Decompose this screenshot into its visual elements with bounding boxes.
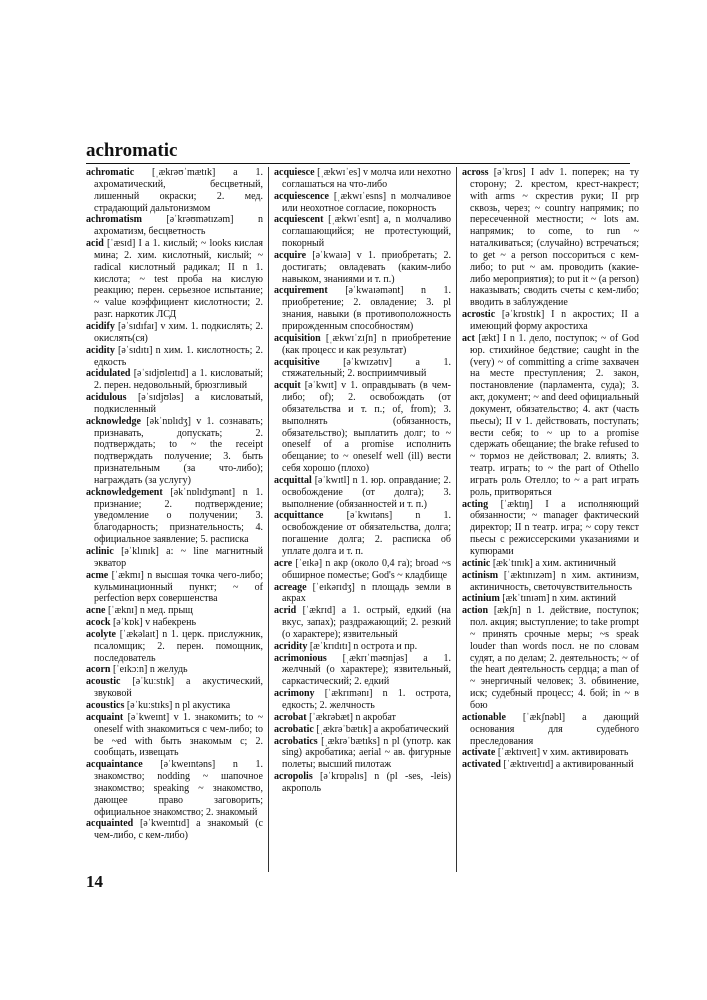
headword: across [462,167,489,178]
dictionary-entry [274,333,451,357]
definition: [ækˈtɪnɪəm] n хим. актиний [499,593,617,605]
definition: [əˈkweɪntəns] n 1. знакомство; nodding ~ шапочное знакомство; speaking ~ знакомство, дающее право заговорить; официальное знакомство; 2. знакомый [94,759,263,818]
headword: acquaintance [86,759,143,771]
headword: acrobatic [274,723,314,735]
dictionary-entry [86,617,263,629]
headword: acquiescence [274,190,329,202]
definition: [əˈkrɒpəlɪs] n (pl -ses, -leis) акрополь [282,771,451,794]
headword: acquaint [86,711,124,723]
dictionary-entry [462,605,639,712]
headword: acquiescent [274,214,324,226]
column-1 [86,167,263,872]
headword: act [462,332,475,344]
headword: acquisition [274,332,321,344]
headword: acknowledge [86,415,141,427]
dictionary-entry [86,214,263,238]
definition: [ˌækwɪˈzɪʃn] n приобретение (как процесс и как результат) [282,332,451,356]
dictionary-entry [462,570,639,594]
page-number: 14 [86,872,103,891]
definition: [əˈkrəʊmətɪzəm] n ахроматизм, бесцветность [94,214,263,238]
definition: [əˈklɪnɪk] a: ~ line магнитный экватор [94,546,263,569]
running-head: achromatic [86,140,178,161]
dictionary-entry [86,416,263,487]
dictionary-entry [274,653,451,689]
dictionary-entry [86,368,263,392]
definition: [ˌækwɪˈesnt] a, n молчаливо соглашающийся; не протестующий, покорный [282,214,451,250]
dictionary-entry [86,759,263,818]
headword: activate [462,747,496,759]
definition: [əkˈnɒlɪdʒmənt] n 1. признание; 2. подтверждение; уведомление о получении; 3. благодарность; признательность; 4. официальное заявление; 5. расписка [94,486,263,546]
headword: acrobat [274,711,307,723]
dictionary-entry [86,345,263,369]
headword: acting [462,498,489,510]
column-divider [456,167,457,872]
definition: [əˈkuːstɪk] a акустический, звуковой [94,676,263,700]
definition: [ˈækrɪd] a 1. острый, едкий (на вкус, запах); раздражающий; 2. резкий (о характере); язвительный [282,605,451,640]
dictionary-entry [274,510,451,557]
definition: [ˈæktɪnɪzəm] n хим. актинизм, актиничность, светочувствительность [470,569,639,593]
dictionary-entry [274,712,451,724]
headword: action [462,605,489,617]
headword: acrostic [462,309,496,321]
headword: acropolis [274,771,313,783]
headword: acock [86,617,111,629]
definition: [əˈsɪdɪtɪ] n хим. 1. кислотность; 2. едкость [94,344,263,368]
headword: aclinic [86,546,114,557]
headword: acquit [274,380,301,392]
definition: [əˈkwɪt] v 1. оправдывать (в чем-либо; of); 2. освобождать (от обязательства и т. п.; of, from); 3. выполнять (обязанность, обязательство); выплатить долг; to ~ oneself of a promise исполнить обещание; to ~ oneself well (ill) вести себя хорошо (плохо) [282,380,451,475]
dictionary-entry [86,392,263,416]
headword: achromatism [86,214,142,226]
definition: [ˈækrəbæt] n акробат [306,711,396,723]
definition: [ˈæktɪveɪt] v хим. активировать [495,747,629,759]
headword: acne [86,605,106,617]
dictionary-entry [462,712,639,748]
definition: [ˈeɪkɔːn] n желудь [110,664,188,676]
headword: acoustic [86,676,121,688]
definition: [ˈeɪkə] n акр (около 0,4 га); broad ~s обширное поместье; God's ~ кладбище [282,557,451,581]
dictionary-entry [274,724,451,736]
definition: [æˈkrɪdɪtɪ] n острота и пр. [307,640,418,652]
dictionary-entry [274,688,451,712]
dictionary-entry [274,582,451,606]
headword: actinism [462,569,499,581]
headword: activated [462,759,501,771]
definition: [ˈæsɪd] I a 1. кислый; ~ looks кислая мина; 2. хим. кислотный, кислый; ~ radical кислотный радикал; II n 1. кислота; ~ test проба на кислую реакцию; перен. серьезное испытание; ~ value коэффициент кислотности; 2. разг. наркотик ЛСД [94,238,263,321]
headword: acid [86,238,104,250]
dictionary-entry [86,546,263,570]
dictionary-entry [86,676,263,700]
dictionary-entry [274,736,451,772]
definition: [ækˈtɪnɪk] a хим. актиничный [490,557,616,569]
definition: [ˈækrɪmənɪ] n 1. острота, едкость; 2. желчность [282,688,451,711]
definition: [ˌækrɪˈməʊnjəs] a 1. желчный (о характере); язвительный, саркастический; 2. едкий [282,652,451,688]
headword: actinic [462,557,491,569]
dictionary-entry [86,238,263,321]
dictionary-entry [274,380,451,475]
definition: [ækʃn] n 1. действие, поступок; пол. акция; выступление; to take prompt ~ принять срочные меры; ~s speak louder than words посл. не по словам судят, а по делам; 2. деятельность; ~ of the heart деятельность сердца; a man of ~ энергичный человек; 3. обвинение, иск; судебный процесс; 4. бой; in ~ в бою [470,605,639,711]
headword: acquisitive [274,356,320,368]
headword: acolyte [86,628,116,640]
definition: [ˈæknɪ] n мед. прыщ [105,605,193,617]
column-divider [268,167,269,872]
headword: acidulous [86,392,127,404]
definition: [ˌækrəˈbætɪk] a акробатический [313,723,449,735]
definition: [əˈkweɪntɪd] a знакомый (с чем-либо, с кем-либо) [94,818,263,842]
definition: [ˌækwɪˈesns] n молчаливое или неохотное согласие, покорность [282,190,451,214]
dictionary-entry [462,759,639,771]
headword: actionable [462,711,506,723]
definition: [ˈæktɪŋ] I a исполняющий обязанности; ~ manager фактический директор; II n театр. игра; ~ copy текст пьесы с режиссерскими указаниями и купюрами [470,498,639,557]
definition: [ˌækrəʊˈmætɪk] a 1. ахроматический, бесцветный, лишенный окраски; 2. мед. страдающий дальтонизмом [94,167,263,214]
definition: [əkˈnɒlɪdʒ] v 1. сознавать; признавать, допускать; 2. подтверждать; to ~ the receipt подтверждать получение; 3. быть признательным (за что-либо); награждать (за услугу) [94,415,263,486]
definition: [əˈsɪdɪfaɪ] v хим. 1. подкислять; 2. окислять(ся) [94,320,263,344]
definition: [əˈkɒk] v набекрень [110,617,197,629]
headword: actinium [462,593,500,605]
dictionary-entry [274,357,451,381]
definition: [əˈkwɪtl] n 1. юр. оправдание; 2. освобождение (от долга); 3. выполнение (обязанностей и т. п.) [282,474,451,510]
definition: [əˈkwaɪəmənt] n 1. приобретение; 2. овладение; 3. pl знания, навыки (в противоположность прирожденным способностям) [282,285,451,332]
dictionary-entry [462,309,639,333]
headword: acquittance [274,510,324,522]
dictionary-entry [86,629,263,665]
definition: [ˌækwɪˈes] v молча или нехотно соглашаться на что-либо [282,167,451,190]
definition: [ˈækʃnəbl] a дающий основания для судебного преследования [470,711,639,747]
dictionary-entry [462,593,639,605]
dictionary-entry [274,191,451,215]
definition: [ˈæktɪveɪtɪd] a активированный [500,759,634,771]
headword: acrobatics [274,735,318,747]
headword: achromatic [86,167,135,178]
headword: acre [274,557,293,569]
definition: [ækt] I n 1. дело, поступок; ~ of God юр. стихийное бедствие; caught in the (very) ~ of committing a crime захвачен на месте преступления; 2. закон, постановление (парламента, суда); 3. акт, документ; ~ and deed официальный документ, обязательство; 4. акт (часть пьесы); II v 1. действовать, поступать; вести себя; to ~ up to a promise сдержать обещание; the brake refused to ~ тормоз не действовал; 2. влиять; 3. театр. играть; to ~ the part of Othello играть роль Отелло; to ~ a part играть роль, притворяться [470,332,639,498]
headword: acrid [274,605,297,617]
headword: acquirement [274,285,328,297]
dictionary-entry [274,475,451,511]
dictionary-entry [86,605,263,617]
definition: [əˈkwɪtəns] n 1. освобождение от обязательства, долга; погашение долга; 2. расписка об уплате долга и т. п. [282,510,451,557]
headword: acidulated [86,368,131,380]
dictionary-entry [274,285,451,332]
dictionary-entry [462,167,639,309]
definition: [əˈsɪdjʊləs] a кисловатый, подкисленный [94,392,263,415]
definition: [əˈkwɪzətɪv] a 1. стяжательный; 2. восприимчивый [282,356,451,380]
dictionary-entry [86,570,263,606]
dictionary-entry [86,712,263,759]
definition: [ˈeɪkərɪdʒ] n площадь земли в акрах [282,581,451,605]
definition: [əˈkuːstɪks] n pl акустика [124,699,231,711]
definition: [ˈækmɪ] n высшая точка чего-либо; кульминационный пункт; ~ of perfection верх совершенства [94,569,263,605]
header-rule [86,163,630,164]
column-3 [462,167,639,872]
headword: acknowledgement [86,486,163,498]
column-2 [274,167,451,872]
headword: acridity [274,640,308,652]
dictionary-entry [274,558,451,582]
definition: [ˌækrəˈbætɪks] n pl (употр. как sing) акробатика; aerial ~ ав. фигурные полеты; высший пилотаж [282,735,451,771]
dictionary-entry [462,558,639,570]
headword: acquire [274,249,307,261]
definition: [ˈækəlaɪt] n 1. церк. прислужник, псаломщик; 2. перен. помощник, последователь [94,628,263,664]
headword: acoustics [86,699,125,711]
headword: acquiesce [274,167,315,178]
dictionary-entry [462,333,639,499]
definition: [əˈsɪdjʊleɪtɪd] a 1. кисловатый; 2. перен. недовольный, брюзгливый [94,368,263,392]
headword: acquainted [86,818,134,830]
dictionary-entry [462,499,639,558]
headword: acreage [274,581,307,593]
dictionary-entry [274,605,451,641]
headword: acidity [86,344,115,356]
definition: [əˈkwaɪə] v 1. приобретать; 2. достигать; овладевать (каким-либо навыком, знаниями и т. п.) [282,249,451,285]
dictionary-entry [86,487,263,546]
definition: [əˈkrɒs] I adv 1. поперек; на ту сторону; 2. крестом, крест-накрест; with arms ~ скрестив руки; II prp сквозь, через; ~ country напрямик; по пересеченной местности; ~ lots ам. напрямик; to come, to run ~ наталкиваться; (случайно) встречаться; to get ~ a person поссориться с кем-либо; to put ~ ам. проводить (какие-либо мероприятия); to put it ~ (a person) наказывать; сводить счеты с кем-либо; вводить в заблуждение [470,167,639,309]
dictionary-entry [274,250,451,286]
dictionary-entry [86,700,263,712]
dictionary-entry [274,771,451,795]
definition: [əˈkweɪnt] v 1. знакомить; to ~ oneself with знакомиться с чем-либо; to be ~ed with быть знакомым с; 2. сообщать, извещать [94,711,263,759]
dictionary-entry [86,664,263,676]
dictionary-entry [86,321,263,345]
headword: acrimony [274,688,315,700]
headword: acrimonious [274,652,327,664]
headword: acquittal [274,474,312,486]
dictionary-entry [86,818,263,842]
headword: acorn [86,664,111,676]
dictionary-entry [274,214,451,250]
dictionary-entry [86,167,263,214]
dictionary-entry [274,167,451,191]
headword: acme [86,569,109,581]
dictionary-entry [462,747,639,759]
headword: acidify [86,320,115,332]
definition: [əˈkrɒstɪk] I n акростих; II a имеющий форму акростиха [470,309,639,332]
dictionary-entry [274,641,451,653]
